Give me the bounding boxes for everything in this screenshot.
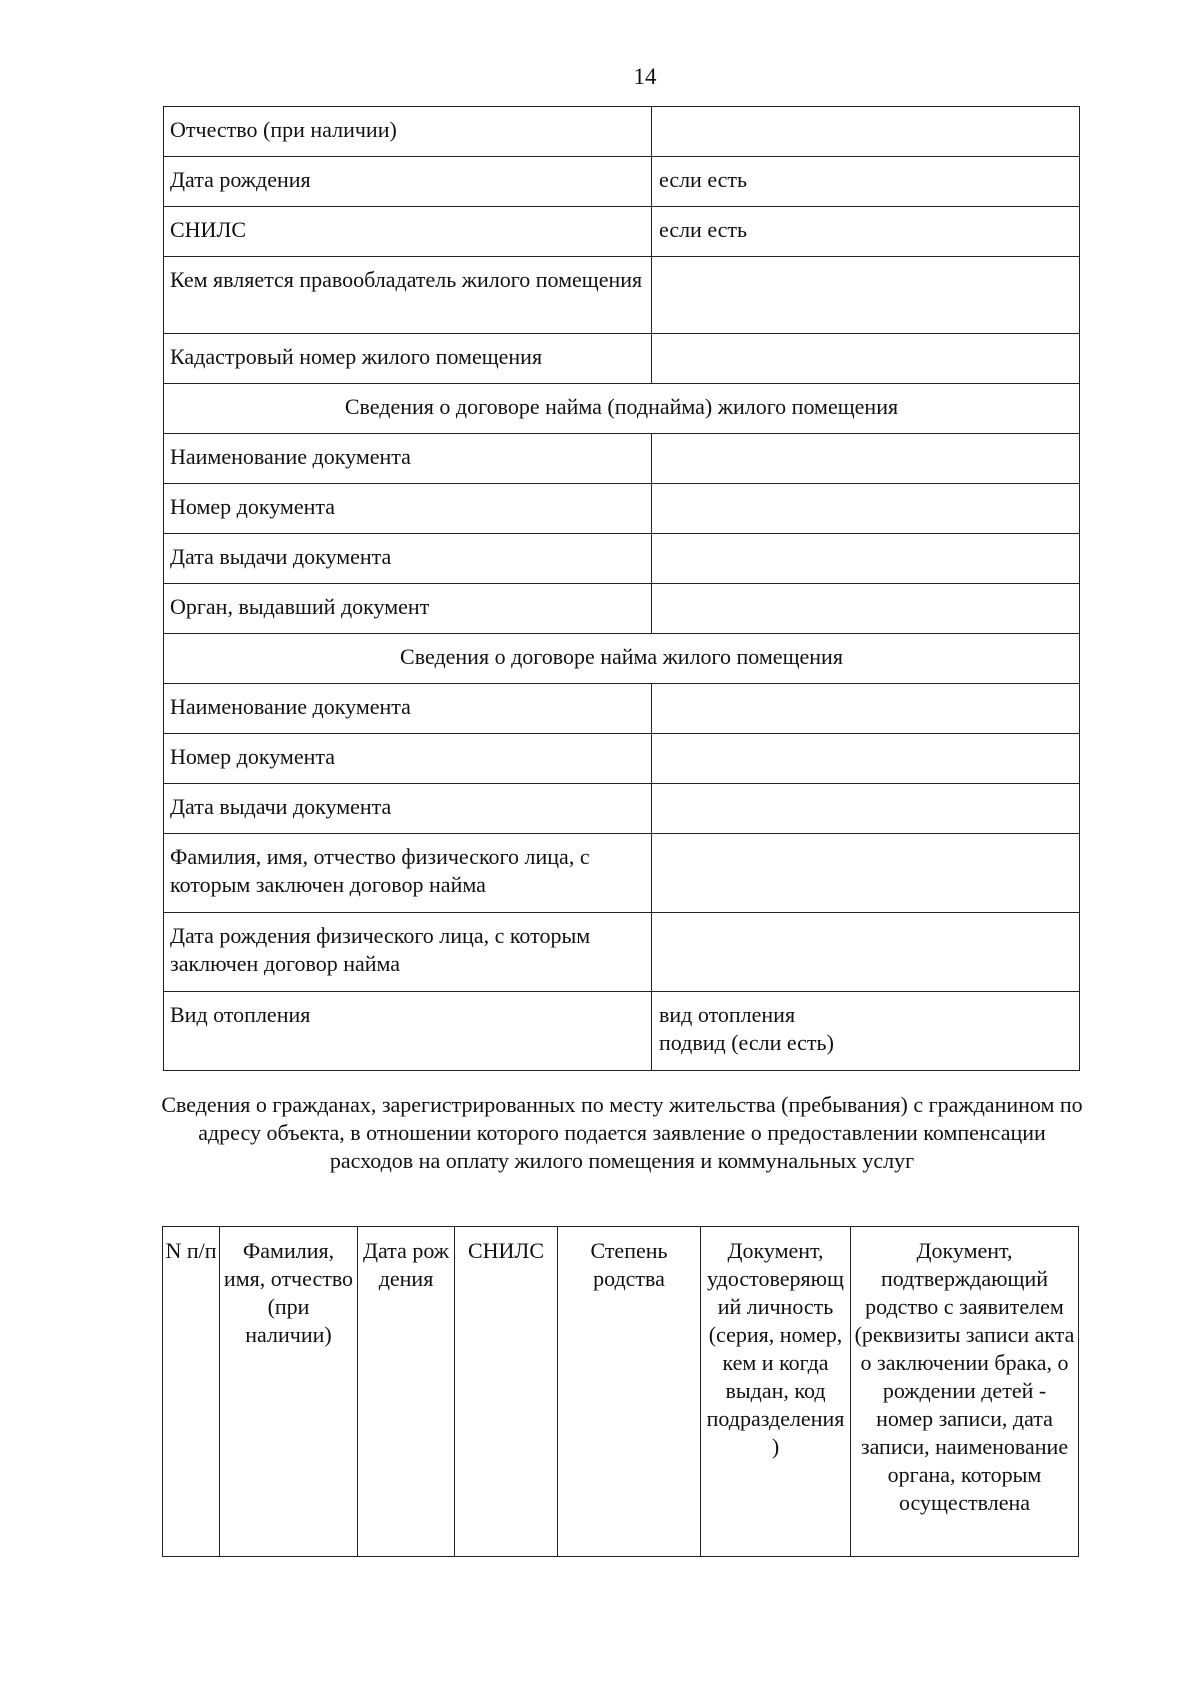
heating-value (652, 992, 1080, 1071)
col-kinship-doc-header: Документ, подтверждающий родство с заявителем (реквизиты записи акта о заключении брака, о рождении детей - номер записи, дата записи, наименование органа, которым осуществлена (851, 1227, 1079, 1557)
applicant-form-table (163, 106, 1080, 1071)
table-row (164, 684, 1080, 734)
cadastral-number-label: Кадастровый номер жилого помещения (164, 334, 652, 384)
sublease-section-title: Сведения о договоре найма (поднайма) жилого помещения (164, 384, 1080, 434)
tenant-birth-date-value (652, 913, 1080, 992)
heating-subtype: подвид (если есть) (659, 1030, 834, 1055)
table-row (164, 257, 1080, 334)
heating-type: вид отопления (659, 1002, 796, 1027)
table-row (164, 207, 1080, 257)
lease-section-title: Сведения о договоре найма жилого помещения (164, 634, 1080, 684)
birth-date-value: если есть (652, 157, 1080, 207)
cadastral-number-value (652, 334, 1080, 384)
sublease-doc-number-label: Номер документа (164, 484, 652, 534)
tenant-birth-date-label: Дата рождения физического лица, с которым заключен договор найма (164, 913, 652, 992)
lease-doc-number-label: Номер документа (164, 734, 652, 784)
sublease-doc-name-label: Наименование документа (164, 434, 652, 484)
citizens-caption: Сведения о гражданах, зарегистрированных по месту жительства (пребывания) с гражданином по адресу объекта, в отношении которого подается заявление о предоставлении компенсации расходов на оплату жилого помещения и коммунальных услуг (161, 1092, 1083, 1173)
table-row (164, 834, 1080, 913)
col-number-header: N п/п (163, 1227, 220, 1557)
table-row (164, 913, 1080, 992)
table-row (164, 992, 1080, 1071)
table-row (164, 634, 1080, 684)
owner-label: Кем является правообладатель жилого помещения (164, 257, 652, 334)
sublease-issuer-value (652, 584, 1080, 634)
snils-label: СНИЛС (164, 207, 652, 257)
col-full-name-header: Фамилия, имя, отчество (при наличии) (220, 1227, 358, 1557)
table-row (164, 734, 1080, 784)
table-row (164, 107, 1080, 157)
col-birth-date-header: Дата рождения (358, 1227, 455, 1557)
col-identity-doc-header: Документ, удостоверяющий личность (серия, номер, кем и когда выдан, код подразделения) (701, 1227, 851, 1557)
lease-doc-date-value (652, 784, 1080, 834)
patronymic-label: Отчество (при наличии) (164, 107, 652, 157)
sublease-doc-date-label: Дата выдачи документа (164, 534, 652, 584)
heating-label: Вид отопления (164, 992, 652, 1071)
col-kinship-header: Степень родства (558, 1227, 701, 1557)
owner-value (652, 257, 1080, 334)
sublease-doc-number-value (652, 484, 1080, 534)
snils-value: если есть (652, 207, 1080, 257)
table-row (164, 157, 1080, 207)
lease-doc-number-value (652, 734, 1080, 784)
sublease-doc-name-value (652, 434, 1080, 484)
table-row (164, 584, 1080, 634)
citizens-table (162, 1226, 1079, 1557)
table-header-row (163, 1227, 1079, 1557)
table-row (164, 484, 1080, 534)
lease-doc-name-value (652, 684, 1080, 734)
patronymic-value (652, 107, 1080, 157)
table-row (164, 334, 1080, 384)
sublease-issuer-label: Орган, выдавший документ (164, 584, 652, 634)
table-row (164, 784, 1080, 834)
sublease-doc-date-value (652, 534, 1080, 584)
col-snils-header: СНИЛС (455, 1227, 558, 1557)
table-row (164, 434, 1080, 484)
lease-doc-date-label: Дата выдачи документа (164, 784, 652, 834)
lease-doc-name-label: Наименование документа (164, 684, 652, 734)
table-row (164, 534, 1080, 584)
table-row (164, 384, 1080, 434)
tenant-name-value (652, 834, 1080, 913)
page-number: 14 (633, 64, 657, 89)
tenant-name-label: Фамилия, имя, отчество физического лица, с которым заключен договор найма (164, 834, 652, 913)
birth-date-label: Дата рождения (164, 157, 652, 207)
